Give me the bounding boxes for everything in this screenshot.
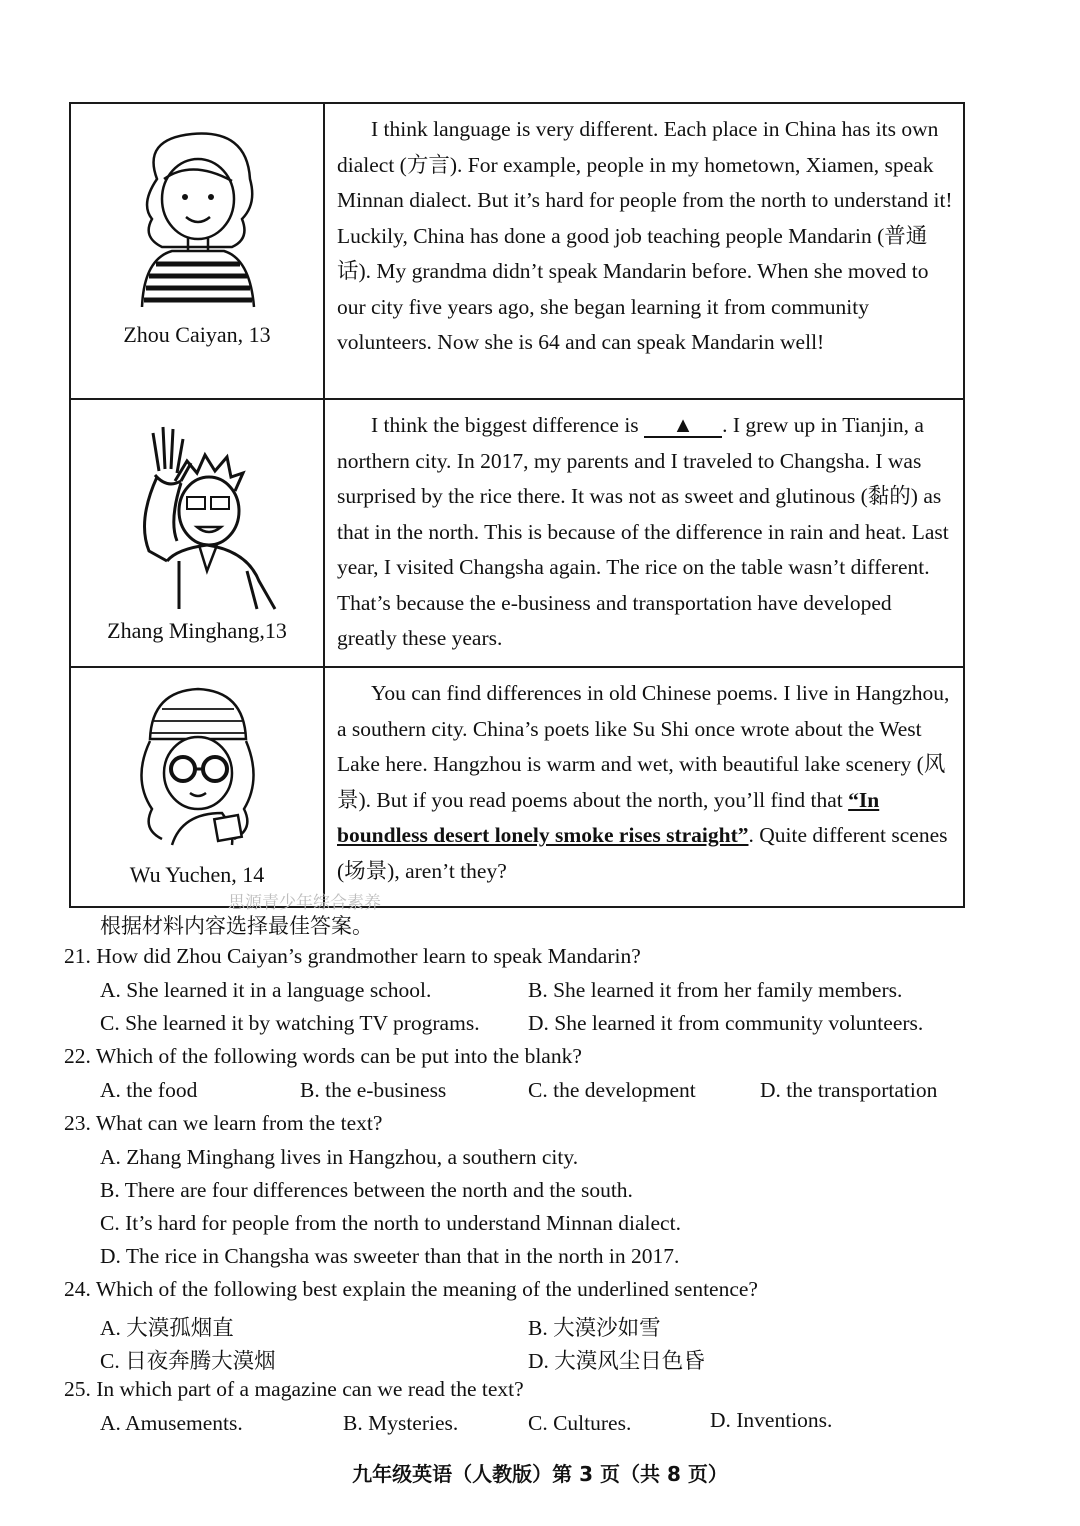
answer-option[interactable]: B. 大漠沙如雪 bbox=[528, 1316, 661, 1340]
boy-waving-illustration bbox=[107, 411, 287, 611]
statement-text bbox=[337, 676, 953, 889]
underlined-sentence: “In boundless desert lonely smoke rises straight” bbox=[337, 787, 880, 847]
answer-option[interactable]: A. the food bbox=[100, 1078, 198, 1102]
question-stem: 22. Which of the following words can be put into the blank? bbox=[64, 1044, 582, 1068]
answer-option[interactable]: A. She learned it in a language school. bbox=[100, 978, 432, 1002]
answer-option[interactable]: A. Amusements. bbox=[100, 1411, 243, 1435]
statement-text-start: You can find differences in old Chinese poems. I live in Hangzhou, a southern city. China’s poets like Su Shi once wrote about the West Lake here. Hangzhou is warm and wet, with beautiful lake scenery (风景). But if you read poems about the north, you’ll find that bbox=[337, 681, 950, 812]
page-footer: 九年级英语（人教版）第 3 页（共 8 页） bbox=[352, 1462, 728, 1486]
profile-row bbox=[70, 103, 964, 399]
question-stem: 24. Which of the following best explain the meaning of the underlined sentence? bbox=[64, 1277, 758, 1301]
statement-cell bbox=[324, 399, 964, 667]
answer-option[interactable]: C. She learned it by watching TV programs. bbox=[100, 1011, 480, 1035]
answer-option[interactable]: D. Inventions. bbox=[710, 1408, 833, 1432]
answer-option[interactable]: B. There are four differences between the north and the south. bbox=[100, 1178, 633, 1202]
student-name: Zhang Minghang,13 bbox=[107, 618, 287, 643]
statement-text bbox=[337, 408, 953, 657]
answer-option[interactable]: C. the development bbox=[528, 1078, 696, 1102]
portrait-cell bbox=[70, 667, 324, 907]
answer-option[interactable]: D. 大漠风尘日色昏 bbox=[528, 1349, 705, 1373]
question-stem: 23. What can we learn from the text? bbox=[64, 1111, 383, 1135]
portrait-cell bbox=[70, 103, 324, 399]
statement-text: I think language is very different. Each place in China has its own dialect (方言). For example, people in my hometown, Xiamen, speak Minnan dialect. But it’s hard for people from the north to understand it! Luckily, China has done a good job teaching people Mandarin (普通话). My grandma didn’t speak Mandarin before. When she moved to our city five years ago, she began learning it from community volunteers. Now she is 64 and can speak Mandarin well! bbox=[337, 117, 953, 354]
answer-option[interactable]: B. Mysteries. bbox=[343, 1411, 459, 1435]
profiles-table bbox=[69, 102, 965, 908]
statement-cell bbox=[324, 103, 964, 399]
answer-option[interactable]: B. the e-business bbox=[300, 1078, 447, 1102]
answer-option[interactable]: C. It’s hard for people from the north to understand Minnan dialect. bbox=[100, 1211, 681, 1235]
statement-text-end: . I grew up in Tianjin, a northern city. In 2017, my parents and I traveled to Changsha. I was surprised by the rice there. It was not as sweet and glutinous (黏的) as that in the north. This is because of the difference in rain and heat. Last year, I visited Changsha again. The rice on the table wasn’t different. That’s because the e-business and transportation have developed greatly these years. bbox=[337, 413, 949, 650]
answer-option[interactable]: D. The rice in Changsha was sweeter than that in the north in 2017. bbox=[100, 1244, 680, 1268]
answer-blank: ▲ bbox=[644, 414, 722, 438]
profile-row bbox=[70, 667, 964, 907]
answer-option[interactable]: D. She learned it from community volunteers. bbox=[528, 1011, 924, 1035]
answer-option[interactable]: A. Zhang Minghang lives in Hangzhou, a southern city. bbox=[100, 1145, 579, 1169]
profile-row bbox=[70, 399, 964, 667]
question-stem: 21. How did Zhou Caiyan’s grandmother learn to speak Mandarin? bbox=[64, 944, 641, 968]
statement-text-end: . Quite different scenes (场景), aren’t they? bbox=[337, 823, 948, 883]
girl-with-glasses-illustration bbox=[122, 679, 272, 847]
answer-option[interactable]: C. Cultures. bbox=[528, 1411, 632, 1435]
instruction: 根据材料内容选择最佳答案。 bbox=[100, 914, 373, 938]
question-stem: 25. In which part of a magazine can we read the text? bbox=[64, 1377, 524, 1401]
student-name: Wu Yuchen, 14 bbox=[129, 862, 265, 887]
answer-option[interactable]: A. 大漠孤烟直 bbox=[100, 1316, 234, 1340]
student-name: Zhou Caiyan, 13 bbox=[123, 322, 271, 347]
statement-text-start: I think the biggest difference is bbox=[371, 413, 645, 437]
watermark: 思源青少年综合素养 bbox=[228, 893, 381, 913]
answer-option[interactable]: D. the transportation bbox=[760, 1078, 938, 1102]
answer-option[interactable]: B. She learned it from her family members. bbox=[528, 978, 903, 1002]
answer-option[interactable]: C. 日夜奔腾大漠烟 bbox=[100, 1349, 276, 1373]
girl-striped-shirt-illustration bbox=[122, 119, 272, 309]
statement-cell bbox=[324, 667, 964, 907]
portrait-cell bbox=[70, 399, 324, 667]
